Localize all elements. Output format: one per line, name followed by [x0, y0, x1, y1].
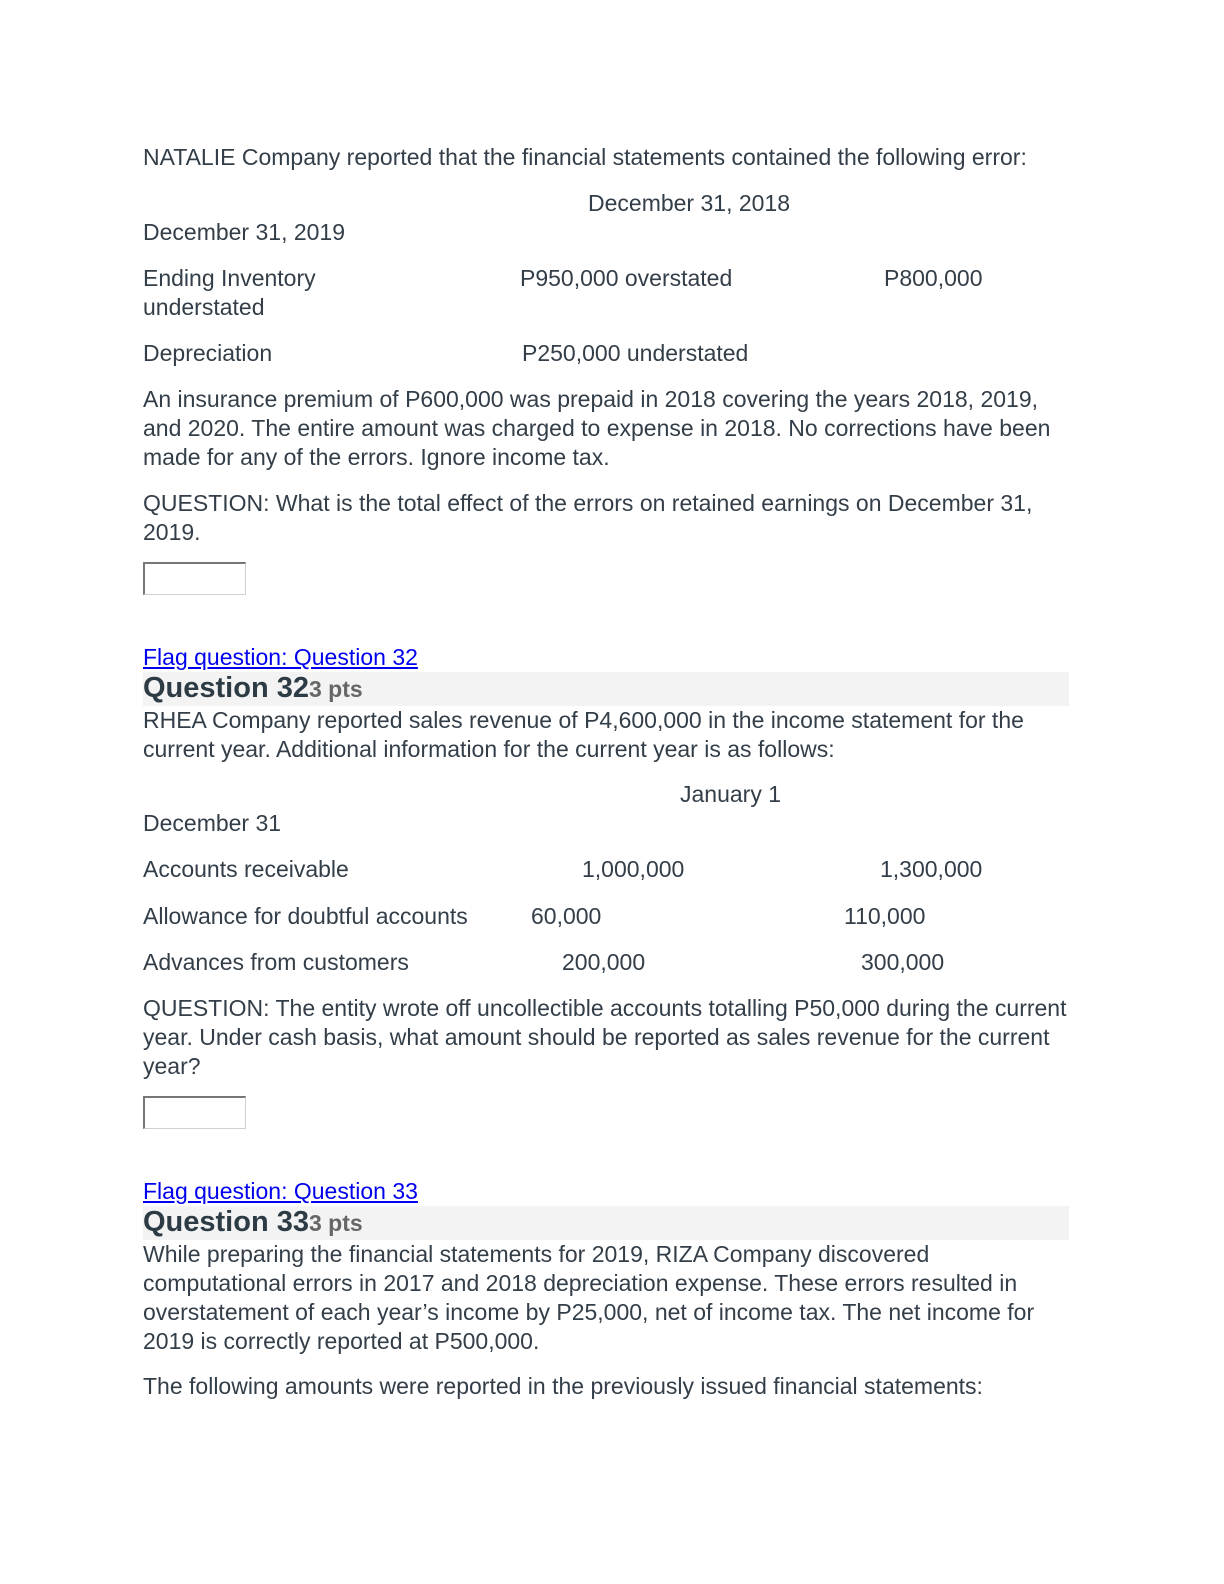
q31-row1-label: Ending Inventory — [143, 265, 316, 291]
question-32-title-text: Question 32 — [143, 672, 309, 704]
q32-row-col1: 200,000 — [562, 949, 646, 975]
question-32-header — [143, 672, 1069, 706]
q32-intro: RHEA Company reported sales revenue of P4,600,000 in the income statement for the current year. Additional information for the current year is as follows: — [143, 707, 1024, 762]
question-33-points: 3 pts — [309, 1210, 363, 1236]
q31-note: An insurance premium of P600,000 was prepaid in 2018 covering the years 2018, 2019, and 2020. The entire amount was charged to expense in 2018. No corrections have been made for any of the errors. Ignore income tax. — [143, 386, 1051, 470]
question-33-title-text: Question 33 — [143, 1206, 309, 1238]
q33-intro: While preparing the financial statements for 2019, RIZA Company discovered computational errors in 2017 and 2018 depreciation expense. These errors resulted in overstatement of each year’s income by P25,000, net of income tax. The net income for 2019 is correctly reported at P500,000. — [143, 1241, 1035, 1354]
q32-row-col2: 110,000 — [844, 903, 926, 929]
question-33-title — [143, 1205, 363, 1240]
q32-row-label: Advances from customers — [143, 949, 409, 975]
question-33-header — [143, 1206, 1069, 1240]
q31-intro: NATALIE Company reported that the financial statements contained the following error: — [143, 144, 1027, 170]
q32-question: QUESTION: The entity wrote off uncollectible accounts totalling P50,000 during the current year. Under cash basis, what amount should be reported as sales revenue for the current year? — [143, 995, 1067, 1079]
q32-col2-header: December 31 — [143, 810, 282, 836]
q32-answer-input[interactable] — [143, 1096, 246, 1129]
question-32-points: 3 pts — [309, 676, 363, 702]
q31-col1-header: December 31, 2018 — [588, 190, 791, 216]
q32-row-col1: 60,000 — [531, 903, 602, 929]
q31-row2-col1: P250,000 understated — [522, 340, 749, 366]
q32-row-col1: 1,000,000 — [582, 856, 685, 882]
question-32-title — [143, 671, 363, 706]
q32-row-col2: 300,000 — [861, 949, 945, 975]
q31-question: QUESTION: What is the total effect of the errors on retained earnings on December 31, 2019. — [143, 490, 1033, 545]
q32-row-label: Accounts receivable — [143, 856, 349, 882]
q33-followup: The following amounts were reported in the previously issued financial statements: — [143, 1373, 983, 1399]
q31-row1-col2-cont: understated — [143, 294, 265, 320]
q32-row-label: Allowance for doubtful accounts — [143, 903, 468, 929]
flag-question-33-link[interactable]: Flag question: Question 33 — [143, 1178, 418, 1204]
flag-question-32-link[interactable]: Flag question: Question 32 — [143, 644, 418, 670]
q31-row2-label: Depreciation — [143, 340, 273, 366]
q31-row1-col2: P800,000 — [884, 265, 983, 291]
q32-row-col2: 1,300,000 — [880, 856, 983, 882]
q31-col2-header: December 31, 2019 — [143, 219, 346, 245]
q31-row1-col1: P950,000 overstated — [520, 265, 733, 291]
q31-answer-input[interactable] — [143, 562, 246, 595]
q32-col1-header: January 1 — [680, 781, 782, 807]
